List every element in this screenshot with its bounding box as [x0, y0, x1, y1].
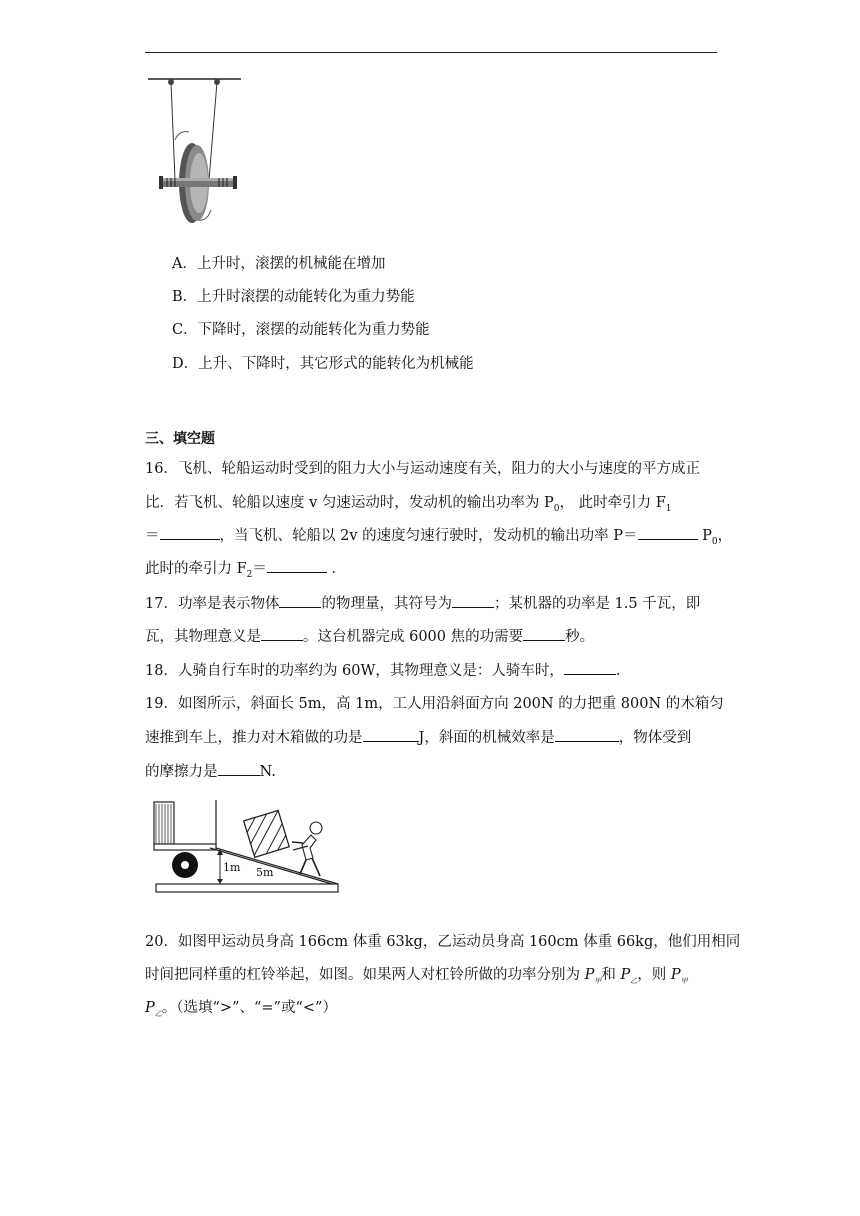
- q18-line-1: [145, 659, 621, 680]
- q20-p-4: P: [145, 1000, 155, 1016]
- q16-text-4a: 此时的牵引力 F: [145, 561, 247, 577]
- q16-blank-f2[interactable]: [267, 558, 327, 573]
- q16-sub-f1: 1: [665, 503, 672, 514]
- q18-text-1a: 18．人骑自行车时的功率约为 60W，其物理意义是：人骑车时，: [145, 663, 564, 679]
- q16-sub-p0: 0: [553, 503, 560, 514]
- q16-sub-p0b: 0: [711, 536, 718, 547]
- q19-text-3b: N.: [259, 764, 276, 780]
- q16-text-3d: ，: [717, 528, 733, 544]
- q16-text-3c: P: [697, 528, 712, 544]
- q19-line-1: [145, 692, 724, 713]
- header-rule: [145, 52, 717, 53]
- q17-text-2b: 。这台机器完成 6000 焦的功需要: [303, 629, 524, 645]
- q19-text-2a: 速推到车上，推力对木箱做的功是: [145, 730, 363, 746]
- q17-blank-1[interactable]: [279, 593, 321, 608]
- q17-line-2: [145, 625, 594, 646]
- q20-text-3b: 。（选填“>”、“=”或“<”）: [161, 1000, 337, 1016]
- q20-text-2a: 时间把同样重的杠铃举起，如图。如果两人对杠铃所做的功率分别为: [145, 967, 585, 983]
- q20-text-ze: ，则: [637, 967, 671, 983]
- q19-blank-friction[interactable]: [218, 761, 260, 776]
- q20-sub-yi-2: 乙: [154, 1009, 162, 1018]
- q16-line-1: [145, 457, 700, 478]
- q16-line-3: [145, 524, 732, 547]
- q16-blank-p[interactable]: [638, 525, 698, 540]
- q17-text-1c: ；某机器的功率是 1.5 千瓦，即: [493, 596, 701, 612]
- q20-symbol-p-yi: [620, 967, 637, 983]
- height-label: 1m: [223, 861, 241, 874]
- q19-text-1: 19．如图所示，斜面长 5m，高 1m，工人用沿斜面方向 200N 的力把重 800N 的木箱匀: [145, 696, 724, 712]
- option-a: A．上升时，滚摆的机械能在增加: [172, 256, 386, 272]
- q17-blank-3[interactable]: [261, 626, 303, 641]
- q20-sub-yi-1: 乙: [630, 976, 638, 985]
- option-c: C．下降时，滚摆的动能转化为重力势能: [172, 322, 430, 338]
- q19-line-3: [145, 760, 276, 781]
- q20-line-1: [145, 930, 740, 951]
- q16-text-2a: 比．若飞机、轮船以速度 v 匀速运动时，发动机的输出功率为 P: [145, 495, 554, 511]
- q16-text-3a: ＝: [145, 528, 160, 544]
- q20-text-he: 和: [601, 967, 621, 983]
- q17-line-1: [145, 592, 700, 613]
- option-d: D．上升、下降时，其它形式的能转化为机械能: [172, 356, 474, 372]
- q19-text-2c: ，物体受到: [618, 730, 692, 746]
- q16-text-1: 16．飞机、轮船运动时受到的阻力大小与运动速度有关，阻力的大小与速度的平方成正: [145, 461, 700, 477]
- q17-blank-4[interactable]: [523, 626, 565, 641]
- q20-symbol-p-jia: [585, 967, 602, 983]
- q19-blank-efficiency[interactable]: [555, 727, 619, 742]
- q18-blank-1[interactable]: [564, 660, 616, 675]
- q17-text-2a: 瓦，其物理意义是: [145, 629, 261, 645]
- q20-symbol-p-jia-2: [671, 967, 688, 983]
- q16-text-3b: ，当飞机、轮船以 2v 的速度匀速行驶时，发动机的输出功率 P＝: [219, 528, 638, 544]
- maxwell-wheel-figure: [145, 70, 255, 235]
- q19-blank-work[interactable]: [363, 727, 419, 742]
- section-title: 三、填空题: [145, 431, 215, 447]
- inclined-plane-figure: [150, 798, 345, 898]
- option-b: B．上升时滚摆的动能转化为重力势能: [172, 289, 415, 305]
- q16-line-4: [145, 557, 346, 580]
- q17-text-1b: 的物理量，其符号为: [321, 596, 452, 612]
- q20-line-3: [145, 996, 337, 1019]
- q20-p-1: P: [584, 967, 595, 983]
- q18-text-1b: .: [615, 663, 621, 679]
- q19-text-2b: J，斜面的机械效率是: [418, 730, 555, 746]
- q20-line-2: [145, 963, 688, 986]
- q20-p-2: P: [620, 967, 631, 983]
- q19-line-2: [145, 726, 691, 747]
- q17-blank-2[interactable]: [452, 593, 494, 608]
- q16-text-4c: ．: [326, 561, 347, 577]
- q20-sub-jia-1: 甲: [594, 976, 602, 985]
- q17-text-1a: 17．功率是表示物体: [145, 596, 280, 612]
- length-label: 5m: [256, 866, 274, 879]
- q20-p-3: P: [670, 967, 681, 983]
- q20-symbol-p-yi-2: [145, 1000, 162, 1016]
- q20-text-1: 20．如图甲运动员身高 166cm 体重 63kg，乙运动员身高 160cm 体重 66kg，他们用相同: [145, 934, 741, 950]
- q20-sub-jia-2: 甲: [680, 976, 688, 985]
- q16-text-2b: ， 此时牵引力 F: [559, 495, 666, 511]
- q16-line-2: [145, 491, 672, 514]
- q17-text-2c: 秒。: [565, 629, 595, 645]
- q19-text-3a: 的摩擦力是: [145, 764, 218, 780]
- q16-blank-f1[interactable]: [160, 525, 220, 540]
- q16-sub-f2: 2: [246, 569, 253, 580]
- q16-text-4b: ＝: [252, 561, 267, 577]
